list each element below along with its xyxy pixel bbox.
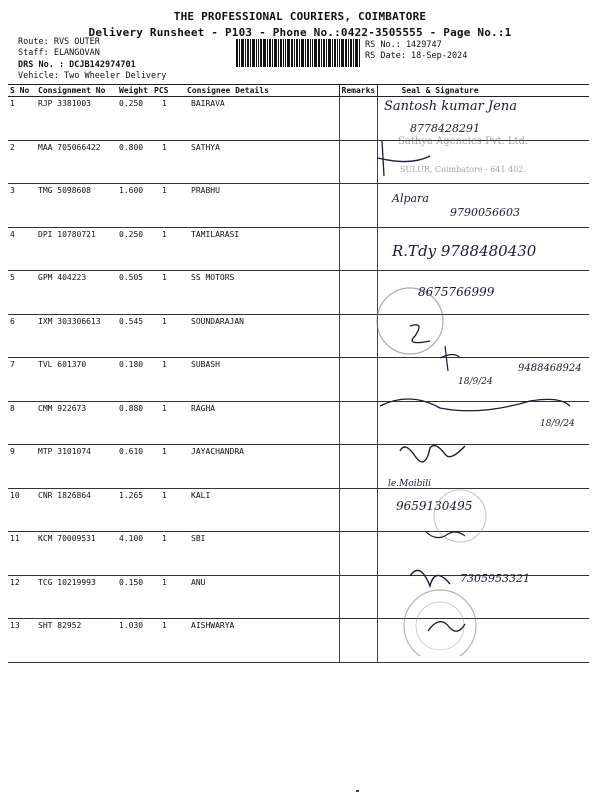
cell-sno: 11 bbox=[8, 532, 36, 576]
cell-consignee: KALI bbox=[185, 488, 339, 532]
table-row bbox=[8, 532, 589, 576]
col-pcs: PCS bbox=[152, 85, 185, 97]
cell-remarks bbox=[339, 358, 377, 402]
table-row bbox=[8, 314, 589, 358]
col-seal-signature: Seal & Signature bbox=[377, 85, 589, 97]
table-row bbox=[8, 488, 589, 532]
cell-seal-signature bbox=[377, 619, 589, 663]
table-row bbox=[8, 184, 589, 228]
cell-sno: 4 bbox=[8, 227, 36, 271]
cell-consignee: PRABHU bbox=[185, 184, 339, 228]
cell-sno: 10 bbox=[8, 488, 36, 532]
stamp-1-line: SULUR, Coimbatore - 641 402. bbox=[400, 165, 526, 174]
cell-weight: 4.100 bbox=[117, 532, 152, 576]
cell-remarks bbox=[339, 271, 377, 315]
cell-sno: 8 bbox=[8, 401, 36, 445]
col-weight: Weight bbox=[117, 85, 152, 97]
table-row bbox=[8, 140, 589, 184]
cell-consignee: JAYACHANDRA bbox=[185, 445, 339, 489]
cell-weight: 1.600 bbox=[117, 184, 152, 228]
signature-3-name: Alpara bbox=[392, 192, 429, 205]
cell-pcs: 1 bbox=[152, 271, 185, 315]
signature-12-phone: 7305953321 bbox=[460, 572, 530, 585]
col-remarks: Remarks bbox=[339, 85, 377, 97]
table-row bbox=[8, 575, 589, 619]
signature-10-name: le.Moibili bbox=[388, 479, 431, 489]
col-consignee: Consignee Details bbox=[185, 85, 339, 97]
cell-pcs: 1 bbox=[152, 184, 185, 228]
cell-remarks bbox=[339, 97, 377, 141]
cell-consignee: SBI bbox=[185, 532, 339, 576]
cell-consignee: SS MOTORS bbox=[185, 271, 339, 315]
cell-sno: 2 bbox=[8, 140, 36, 184]
cell-weight: 0.250 bbox=[117, 97, 152, 141]
cell-remarks bbox=[339, 314, 377, 358]
cell-pcs: 1 bbox=[152, 532, 185, 576]
table-row bbox=[8, 271, 589, 315]
rs-date: RS Date: 18-Sep-2024 bbox=[365, 51, 468, 61]
cell-weight: 1.265 bbox=[117, 488, 152, 532]
staff-label: Staff: ELANGOVAN bbox=[18, 48, 100, 58]
cell-weight: 0.880 bbox=[117, 401, 152, 445]
cell-pcs: 1 bbox=[152, 314, 185, 358]
cell-remarks bbox=[339, 532, 377, 576]
cell-consignment-no: CMM 922673 bbox=[36, 401, 117, 445]
vehicle-label: Vehicle: Two Wheeler Delivery bbox=[18, 71, 167, 81]
cell-weight: 1.030 bbox=[117, 619, 152, 663]
cell-consignee: RAGHA bbox=[185, 401, 339, 445]
cell-remarks bbox=[339, 488, 377, 532]
cell-remarks bbox=[339, 575, 377, 619]
cell-sno: 12 bbox=[8, 575, 36, 619]
cell-sno: 7 bbox=[8, 358, 36, 402]
cell-consignment-no: KCM 70009531 bbox=[36, 532, 117, 576]
cell-consignee: BAIRAVA bbox=[185, 97, 339, 141]
cell-remarks bbox=[339, 184, 377, 228]
cell-consignee: AISHWARYA bbox=[185, 619, 339, 663]
cell-consignment-no: TVL 601370 bbox=[36, 358, 117, 402]
cell-pcs: 1 bbox=[152, 401, 185, 445]
cell-seal-signature bbox=[377, 532, 589, 576]
runsheet-subtitle: Delivery Runsheet - P103 - Phone No.:0422-3505555 - Page No.:1 bbox=[88, 26, 512, 39]
cell-weight: 0.545 bbox=[117, 314, 152, 358]
cell-remarks bbox=[339, 445, 377, 489]
cell-seal-signature bbox=[377, 227, 589, 271]
cell-seal-signature bbox=[377, 97, 589, 141]
signature-7-date: 18/9/24 bbox=[458, 377, 493, 387]
cell-pcs: 1 bbox=[152, 358, 185, 402]
cell-pcs: 1 bbox=[152, 227, 185, 271]
col-sno: S No bbox=[8, 85, 36, 97]
drs-number: DRS No. : DCJB142974701 bbox=[18, 60, 136, 70]
cell-consignment-no: TCG 10219993 bbox=[36, 575, 117, 619]
scan-speck bbox=[356, 790, 359, 792]
cell-pcs: 1 bbox=[152, 97, 185, 141]
cell-consignment-no: IXM 303306613 bbox=[36, 314, 117, 358]
cell-consignment-no: MAA 705066422 bbox=[36, 140, 117, 184]
cell-weight: 0.150 bbox=[117, 575, 152, 619]
cell-remarks bbox=[339, 140, 377, 184]
cell-consignee: SATHYA bbox=[185, 140, 339, 184]
cell-pcs: 1 bbox=[152, 575, 185, 619]
signature-7-phone: 9488468924 bbox=[518, 363, 582, 374]
cell-seal-signature bbox=[377, 358, 589, 402]
cell-weight: 0.180 bbox=[117, 358, 152, 402]
cell-sno: 5 bbox=[8, 271, 36, 315]
cell-weight: 0.505 bbox=[117, 271, 152, 315]
runsheet-table bbox=[8, 84, 589, 663]
cell-consignee: SUBASH bbox=[185, 358, 339, 402]
cell-seal-signature bbox=[377, 184, 589, 228]
table-row bbox=[8, 619, 589, 663]
cell-remarks bbox=[339, 401, 377, 445]
signature-10-phone: 9659130495 bbox=[396, 499, 473, 513]
cell-sno: 9 bbox=[8, 445, 36, 489]
table-header-row bbox=[8, 85, 589, 97]
signature-1-name: Santosh kumar Jena bbox=[384, 99, 517, 114]
cell-consignment-no: RJP 3381003 bbox=[36, 97, 117, 141]
cell-sno: 1 bbox=[8, 97, 36, 141]
cell-pcs: 1 bbox=[152, 140, 185, 184]
table-row bbox=[8, 445, 589, 489]
cell-consignment-no: SHT 82952 bbox=[36, 619, 117, 663]
cell-weight: 0.250 bbox=[117, 227, 152, 271]
cell-consignee: TAMILARASI bbox=[185, 227, 339, 271]
table-row bbox=[8, 401, 589, 445]
signature-4: R.Tdy 9788480430 bbox=[392, 242, 537, 260]
cell-weight: 0.800 bbox=[117, 140, 152, 184]
cell-consignment-no: MTP 3101074 bbox=[36, 445, 117, 489]
rs-number: RS No.: 1429747 bbox=[365, 40, 442, 50]
cell-seal-signature bbox=[377, 445, 589, 489]
cell-seal-signature bbox=[377, 140, 589, 184]
cell-sno: 13 bbox=[8, 619, 36, 663]
route-label: Route: RVS OUTER bbox=[18, 37, 100, 47]
cell-pcs: 1 bbox=[152, 445, 185, 489]
cell-sno: 3 bbox=[8, 184, 36, 228]
cell-seal-signature bbox=[377, 271, 589, 315]
cell-weight: 0.610 bbox=[117, 445, 152, 489]
cell-pcs: 1 bbox=[152, 488, 185, 532]
cell-consignment-no: TMG 5098608 bbox=[36, 184, 117, 228]
signature-8-date: 18/9/24 bbox=[540, 419, 575, 429]
cell-seal-signature bbox=[377, 401, 589, 445]
cell-sno: 6 bbox=[8, 314, 36, 358]
table-row bbox=[8, 227, 589, 271]
cell-pcs: 1 bbox=[152, 619, 185, 663]
signature-5-phone: 8675766999 bbox=[418, 285, 495, 299]
cell-consignment-no: GPM 404223 bbox=[36, 271, 117, 315]
signature-3-phone: 9790056603 bbox=[450, 206, 520, 219]
stamp-1-name: Sathya Agencies Pvt. Ltd. bbox=[398, 136, 529, 147]
cell-consignee: SOUNDARAJAN bbox=[185, 314, 339, 358]
cell-seal-signature bbox=[377, 314, 589, 358]
cell-consignee: ANU bbox=[185, 575, 339, 619]
cell-remarks bbox=[339, 619, 377, 663]
cell-seal-signature bbox=[377, 575, 589, 619]
cell-seal-signature bbox=[377, 488, 589, 532]
signature-1-phone: 8778428291 bbox=[410, 122, 480, 135]
company-title: THE PROFESSIONAL COURIERS, COIMBATORE bbox=[173, 10, 427, 23]
barcode-image bbox=[236, 39, 360, 67]
cell-consignment-no: DPI 10780721 bbox=[36, 227, 117, 271]
table-row bbox=[8, 97, 589, 141]
table-row bbox=[8, 358, 589, 402]
col-consignment: Consignment No bbox=[36, 85, 117, 97]
cell-consignment-no: CNR 1826864 bbox=[36, 488, 117, 532]
cell-remarks bbox=[339, 227, 377, 271]
